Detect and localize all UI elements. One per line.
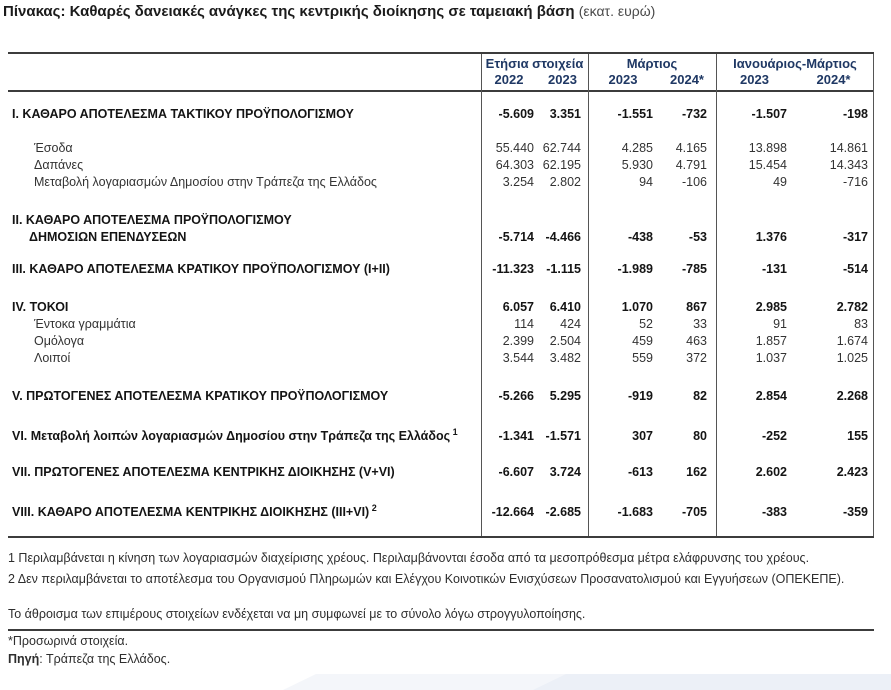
row-label: V. ΠΡΩΤΟΓΕΝΕΣ ΑΠΟΤΕΛΕΣΜΑ ΚΡΑΤΙΚΟΥ ΠΡΟΫΠΟΛΟΓΙΣΜΟΥ (12, 389, 389, 403)
column-group-jan-mar: Ιανουάριος-Μάρτιος (733, 56, 857, 71)
row-label: VII. ΠΡΩΤΟΓΕΝΕΣ ΑΠΟΤΕΛΕΣΜΑ ΚΕΝΤΡΙΚΗΣ ΔΙΟΙΚΗΣΗΣ (V+VI) (12, 465, 395, 480)
table-row (8, 350, 874, 367)
table-row (8, 157, 874, 174)
cell-value: -613 (627, 465, 653, 480)
cell-value: 15.454 (748, 158, 787, 172)
cell-value: 5.295 (549, 389, 581, 403)
cell-value: 82 (693, 389, 707, 403)
cell-value: -732 (681, 107, 707, 121)
cell-value: 2.782 (836, 300, 868, 314)
table-row (8, 316, 874, 333)
cell-value: -6.607 (498, 465, 534, 480)
cell-value: 52 (639, 317, 653, 331)
cell-value: 1.025 (836, 351, 868, 365)
footnote-1: 1 Περιλαμβάνεται η κίνηση των λογαριασμών διαχείρισης χρέους. Περιλαμβάνονται έσοδα από τα μεσοπρόθεσμα μέτρα ελάφρυνσης του χρέους. (8, 551, 810, 565)
cell-value: 463 (686, 334, 707, 348)
row-label: Έσοδα (34, 141, 73, 155)
cell-value: 49 (773, 175, 787, 189)
cell-value: -1.551 (617, 107, 653, 121)
cell-value: 1.857 (755, 334, 787, 348)
cell-value: 2.854 (755, 389, 787, 403)
cell-value: -1.507 (751, 107, 787, 121)
cell-value: -1.989 (617, 262, 653, 276)
year-header: 2022 (494, 72, 524, 87)
source-note (8, 652, 170, 666)
table-row (8, 388, 874, 405)
row-label: IV. ΤΟΚΟΙ (12, 300, 69, 314)
cell-value: 372 (686, 351, 707, 365)
page-title (3, 3, 655, 20)
table-row (8, 261, 874, 278)
row-label: III. ΚΑΘΑΡΟ ΑΠΟΤΕΛΕΣΜΑ ΚΡΑΤΙΚΟΥ ΠΡΟΫΠΟΛΟΓΙΣΜΟΥ (I+II) (12, 262, 390, 276)
cell-value: -919 (627, 389, 653, 403)
row-label: I. ΚΑΘΑΡΟ ΑΠΟΤΕΛΕΣΜΑ ΤΑΚΤΙΚΟΥ ΠΡΟΫΠΟΛΟΓΙΣΜΟΥ (12, 107, 354, 121)
cell-value: 94 (639, 175, 653, 189)
table-header (8, 54, 874, 92)
cell-value: -438 (627, 230, 653, 244)
cell-value: -11.323 (492, 262, 534, 276)
row-label: Λοιποί (34, 351, 71, 365)
cell-value: -1.683 (617, 505, 653, 520)
cell-value: 424 (560, 317, 581, 331)
cell-value: 3.724 (549, 465, 581, 480)
footnote-ref: 2 (369, 503, 377, 514)
source-text: : Τράπεζα της Ελλάδος. (39, 652, 171, 666)
cell-value: 559 (632, 351, 653, 365)
row-label: Ομόλογα (34, 334, 85, 348)
cell-value: 155 (847, 429, 868, 444)
cell-value: 2.268 (836, 389, 868, 403)
rounding-note: Το άθροισμα των επιμέρους στοιχείων ενδέχεται να μη συμφωνεί με το σύνολο λόγω στρογγυλοποίησης. (8, 607, 586, 621)
cell-value: 867 (686, 300, 707, 314)
row-label: VIII. ΚΑΘΑΡΟ ΑΠΟΤΕΛΕΣΜΑ ΚΕΝΤΡΙΚΗΣ ΔΙΟΙΚΗΣΗΣ (III+VI) $^2$ (12, 503, 377, 520)
table-row (8, 174, 874, 191)
cell-value: 83 (854, 317, 868, 331)
table-row (8, 106, 874, 123)
cell-value: 4.791 (675, 158, 707, 172)
year-header: 2023 (740, 72, 769, 87)
row-label: II. ΚΑΘΑΡΟ ΑΠΟΤΕΛΕΣΜΑ ΠΡΟΫΠΟΛΟΓΙΣΜΟΥ ΔΗΜΟΣΙΩΝ ΕΠΕΝΔΥΣΕΩΝ (12, 213, 292, 244)
table-row (8, 333, 874, 350)
cell-value: 2.802 (549, 175, 581, 189)
cell-value: 14.343 (829, 158, 868, 172)
cell-value: 14.861 (829, 141, 868, 155)
cell-value: -12.664 (491, 505, 534, 520)
cell-value: 6.410 (549, 300, 581, 314)
row-label: Δαπάνες (34, 158, 84, 172)
cell-value: 3.351 (549, 107, 581, 121)
cell-value: 1.070 (621, 300, 653, 314)
cell-value: -5.266 (498, 389, 534, 403)
cell-value: -131 (761, 262, 787, 276)
cell-value: -252 (761, 429, 787, 444)
cell-value: -53 (688, 230, 707, 244)
year-header: 2024* (816, 72, 851, 87)
cell-value: 5.930 (621, 158, 653, 172)
cell-value: 13.898 (748, 141, 787, 155)
cell-value: -383 (761, 505, 787, 520)
cell-value: 114 (514, 317, 534, 331)
cell-value: 162 (686, 465, 707, 480)
cell-value: 3.544 (502, 351, 534, 365)
cell-value: 307 (632, 429, 653, 444)
cell-value: 80 (693, 429, 707, 444)
cell-value: 2.399 (502, 334, 534, 348)
cell-value: -317 (842, 230, 868, 244)
table-row (8, 299, 874, 316)
column-group-row (8, 56, 874, 72)
footnote-ref: 1 (450, 427, 458, 437)
table-row (8, 464, 874, 481)
row-label: Μεταβολή λογαριασμών Δημοσίου στην Τράπεζα της Ελλάδος (34, 175, 377, 189)
table-row (8, 212, 874, 246)
year-header: 2023 (608, 72, 638, 87)
cell-value: -1.571 (545, 429, 581, 444)
cell-value: 64.303 (495, 158, 534, 172)
footnote-2: 2 Δεν περιλαμβάνεται το αποτέλεσμα του Οργανισμού Πληρωμών και Ελέγχου Κοινοτικών Ενισχύσεων Προσανατολισμού και Εγγυήσεων (ΟΠΕΚΕΠΕ). (8, 572, 845, 586)
cell-value: -106 (681, 175, 707, 189)
cell-value: -514 (842, 262, 868, 276)
cell-value: -1.341 (498, 429, 534, 444)
cell-value: 33 (693, 317, 707, 331)
column-group-march: Μάρτιος (626, 56, 678, 71)
table-title-text: Πίνακας: Καθαρές δανειακές ανάγκες της κεντρικής διοίκησης σε ταμειακή βάση (3, 3, 575, 20)
row-label: VI. Μεταβολή λοιπών λογαριασμών Δημοσίου στην Τράπεζα της Ελλάδος $^1$ (12, 427, 458, 444)
cell-value: 3.482 (549, 351, 581, 365)
cell-value: 62.744 (542, 141, 581, 155)
table-row (8, 140, 874, 157)
year-header: 2024* (670, 72, 704, 87)
year-header: 2023 (548, 72, 577, 87)
source-label: Πηγή (8, 652, 40, 666)
unit-label: (εκατ. ευρώ) (578, 3, 656, 19)
column-group-annual: Ετήσια στοιχεία (485, 56, 584, 71)
table-row (8, 424, 874, 445)
cell-value: -716 (842, 175, 868, 189)
cell-value: 62.195 (542, 158, 581, 172)
cell-value: 1.376 (755, 230, 787, 244)
cell-value: -705 (681, 505, 707, 520)
cell-value: -5.714 (498, 230, 534, 244)
cell-value: 459 (632, 334, 653, 348)
cell-value: 1.674 (836, 334, 868, 348)
row-label: Έντοκα γραμμάτια (34, 317, 136, 331)
cell-value: 2.985 (755, 300, 787, 314)
cell-value: -198 (842, 107, 868, 121)
cell-value: -4.466 (545, 230, 581, 244)
cell-value: 2.602 (755, 465, 787, 480)
cell-value: -1.115 (546, 262, 581, 276)
cell-value: 55.440 (495, 141, 534, 155)
cell-value: 2.504 (549, 334, 581, 348)
cell-value: -785 (681, 262, 707, 276)
year-header-row (8, 72, 874, 88)
table-body (8, 106, 874, 536)
cell-value: 2.423 (836, 465, 868, 480)
cell-value: 1.037 (755, 351, 787, 365)
cell-value: 3.254 (502, 175, 534, 189)
cell-value: 4.285 (621, 141, 653, 155)
cell-value: -2.685 (545, 505, 581, 520)
provisional-note: *Προσωρινά στοιχεία. (8, 634, 129, 648)
data-table (8, 52, 874, 538)
cell-value: -359 (842, 505, 868, 520)
separator-line (8, 629, 874, 631)
cell-value: 6.057 (502, 300, 534, 314)
cell-value: 91 (773, 317, 787, 331)
cell-value: 4.165 (675, 141, 707, 155)
table-row (8, 500, 874, 521)
cell-value: -5.609 (498, 107, 534, 121)
